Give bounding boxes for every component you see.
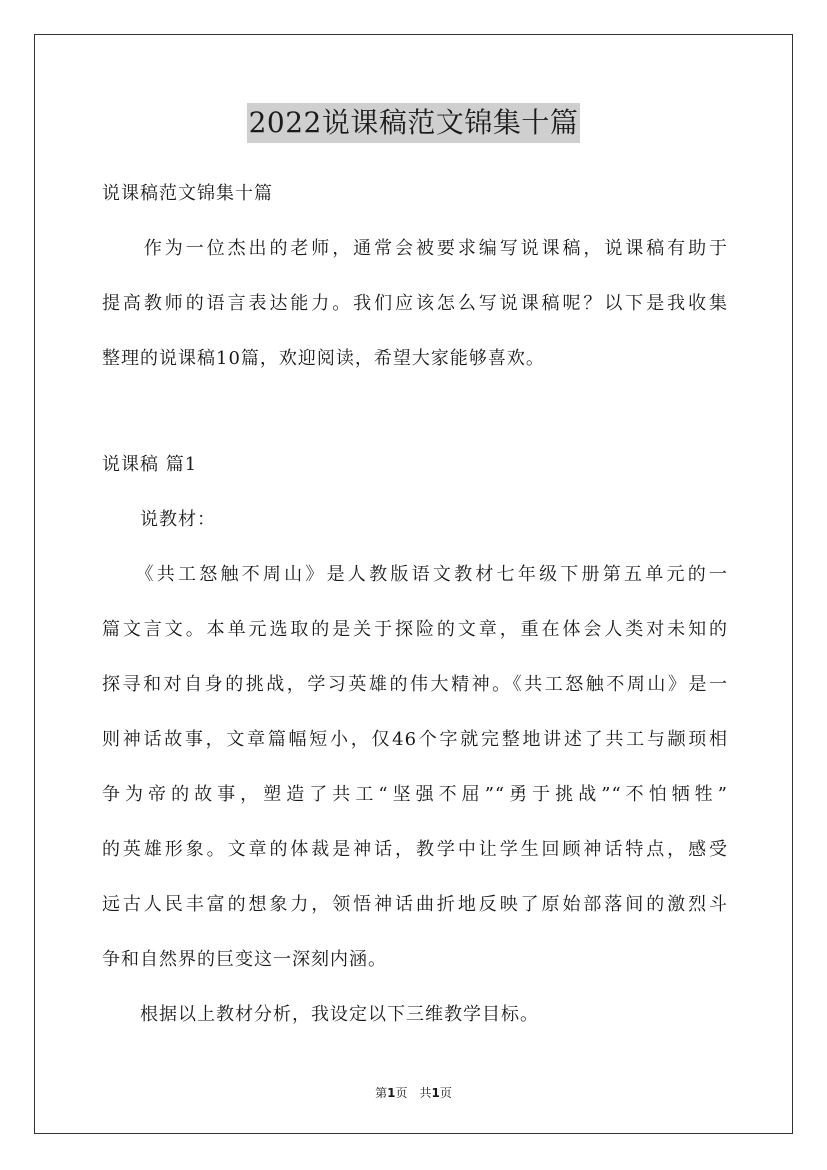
- paragraph-line: 争为帝的故事，塑造了共工“坚强不屈”“勇于挑战”“不怕牺牲”: [102, 784, 728, 805]
- footer-page-number: 1: [387, 1086, 396, 1100]
- paragraph-line: 根据以上教材分析，我设定以下三维教学目标。: [102, 1004, 539, 1025]
- paragraph-line: 则神话故事，文章篇幅短小，仅46个字就完整地讲述了共工与颛顼相: [102, 729, 728, 750]
- intro-line: 整理的说课稿10篇，欢迎阅读，希望大家能够喜欢。: [102, 348, 545, 369]
- document-body: [102, 175, 728, 1034]
- sub-heading: 说教材：: [102, 509, 216, 530]
- paragraph-line: 《共工怒触不周山》是人教版语文教材七年级下册第五单元的一: [102, 564, 728, 585]
- intro-line: 作为一位杰出的老师，通常会被要求编写说课稿，说课稿有助于: [102, 238, 728, 259]
- paragraph-line: 探寻和对自身的挑战，学习英雄的伟大精神。《共工怒触不周山》是一: [102, 674, 728, 695]
- footer-suffix: 页: [439, 1086, 452, 1100]
- footer-prefix: 第: [375, 1086, 388, 1100]
- intro-line: 提高教师的语言表达能力。我们应该怎么写说课稿呢？以下是我收集: [102, 293, 728, 314]
- document-title: 2022说课稿范文锦集十篇: [247, 103, 581, 143]
- paragraph-line: 篇文言文。本单元选取的是关于探险的文章，重在体会人类对未知的: [102, 619, 728, 640]
- paragraph-line: 远古人民丰富的想象力，领悟神话曲折地反映了原始部落间的激烈斗: [102, 894, 728, 915]
- title-container: [0, 103, 827, 143]
- document-subtitle: 说课稿范文锦集十篇: [102, 183, 273, 204]
- page-footer: [0, 1085, 827, 1101]
- footer-total-pages: 1: [431, 1086, 440, 1100]
- section-heading: 说课稿 篇1: [102, 454, 198, 475]
- paragraph-line: 争和自然界的巨变这一深刻内涵。: [102, 949, 387, 970]
- paragraph-line: 的英雄形象。文章的体裁是神话，教学中让学生回顾神话特点，感受: [102, 839, 728, 860]
- footer-mid: 页 共: [395, 1086, 432, 1100]
- section-gap: [102, 378, 728, 446]
